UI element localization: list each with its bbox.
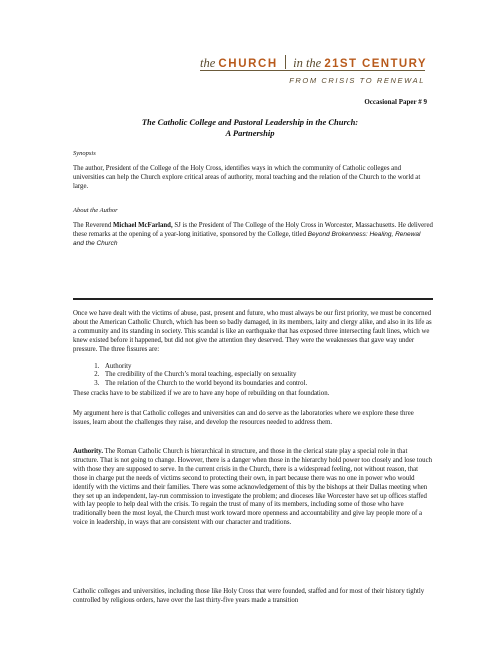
logo-century: 21ST CENTURY	[324, 58, 427, 70]
logo-church: CHURCH	[218, 58, 278, 70]
logo-wordmark	[200, 55, 427, 71]
about-middle: SJ is the President of The College of the Holy Cross in Worcester, Massachusetts. He delivered these remarks at the opening of a year-long initiative, sponsored by the College, titled	[73, 222, 433, 238]
author-name: Michael McFarland,	[113, 222, 173, 229]
title-line-1: The Catholic College and Pastoral Leadership in the Church:	[141, 117, 359, 127]
authority-text: The Roman Catholic Church is hierarchical in structure, and those in the clerical state play a special role in that structure. That is not going to change. However, there is a danger when those in the hierarchy hold power too closely and lose touch with those they are supposed to serve. In the current crisis in the Church, there is a widespread feeling, not without reason, that those in charge put the needs of victims second to protecting their own, in part because there was no one in power who would identify with the victims and their families. There was some acknowledgement of this by the bishops at their Dallas meeting when they set up an independent, lay-run commission to investigate the problem; and dioceses like Worcester have set up offices staffed with lay people to help deal with the crisis. To regain the trust of many of its members, including some of those who have traditionally been the most loyal, the Church must work toward more openness and accountability and give lay people more of a voice in leadership, in ways that are consistent with our character and traditions.	[73, 448, 432, 527]
about-author-heading: About the Author	[73, 207, 118, 214]
about-prefix: The Reverend	[73, 222, 114, 229]
intro-paragraph: Once we have dealt with the victims of abuse, past, present and future, who must always be our first priority, we must be concerned about the American Catholic Church, which has been so badly damaged, in its members, laity and clergy alike, and also in its life as a community and its standing in society. This scandal is like an earthquake that has exposed three intersecting fault lines, which we knew existed before it happened, but did not give the attention they deserved. They were the weaknesses that gave way under pressure. The three fissures are:	[73, 310, 432, 353]
title-line-2: A Partnership	[225, 128, 275, 138]
synopsis-text: The author, President of the College of the Holy Cross, identifies ways in which the community of Catholic colleges and universities can help the Church explore critical areas of authority, moral teaching and the relation of the Church to the world at large.	[73, 165, 421, 190]
church-21st-century-logo	[200, 55, 425, 91]
fissure-item: 2. The credibility of the Church’s moral teaching, especially on sexuality	[101, 371, 431, 379]
section-divider	[73, 298, 433, 300]
fissures-list	[73, 363, 431, 388]
authority-label: Authority.	[73, 448, 104, 455]
paper-title	[73, 117, 427, 139]
authority-paragraph	[73, 448, 433, 528]
argument-paragraph: My argument here is that Catholic colleges and universities can and do serve as the laboratories where we explore these three issues, learn about the challenges they raise, and develop the resources needed to address them.	[73, 410, 414, 426]
occasional-paper-number: Occasional Paper # 9	[364, 98, 427, 106]
logo-separator	[285, 55, 286, 69]
fissure-item: 1. Authority	[101, 363, 431, 371]
initiative-title: Beyond Brokenness: Healing, Renewal and the Church	[73, 230, 421, 247]
fissure-item: 3. The relation of the Church to the world beyond its boundaries and control.	[101, 380, 431, 388]
logo-rule	[200, 70, 425, 71]
closing-paragraph: Catholic colleges and universities, including those like Holy Cross that were founded, staffed and for most of their history tightly controlled by religious orders, have over the last thirty-five years made a transition	[73, 588, 425, 604]
logo-tagline: FROM CRISIS TO RENEWAL	[289, 76, 425, 85]
synopsis-heading: Synopsis	[73, 150, 96, 157]
logo-the: the	[200, 56, 216, 70]
logo-in-the: in the	[293, 56, 322, 70]
stabilize-paragraph: These cracks have to be stabilized if we are to have any hope of rebuilding on that foundation.	[73, 390, 330, 397]
about-author-text	[73, 222, 433, 249]
